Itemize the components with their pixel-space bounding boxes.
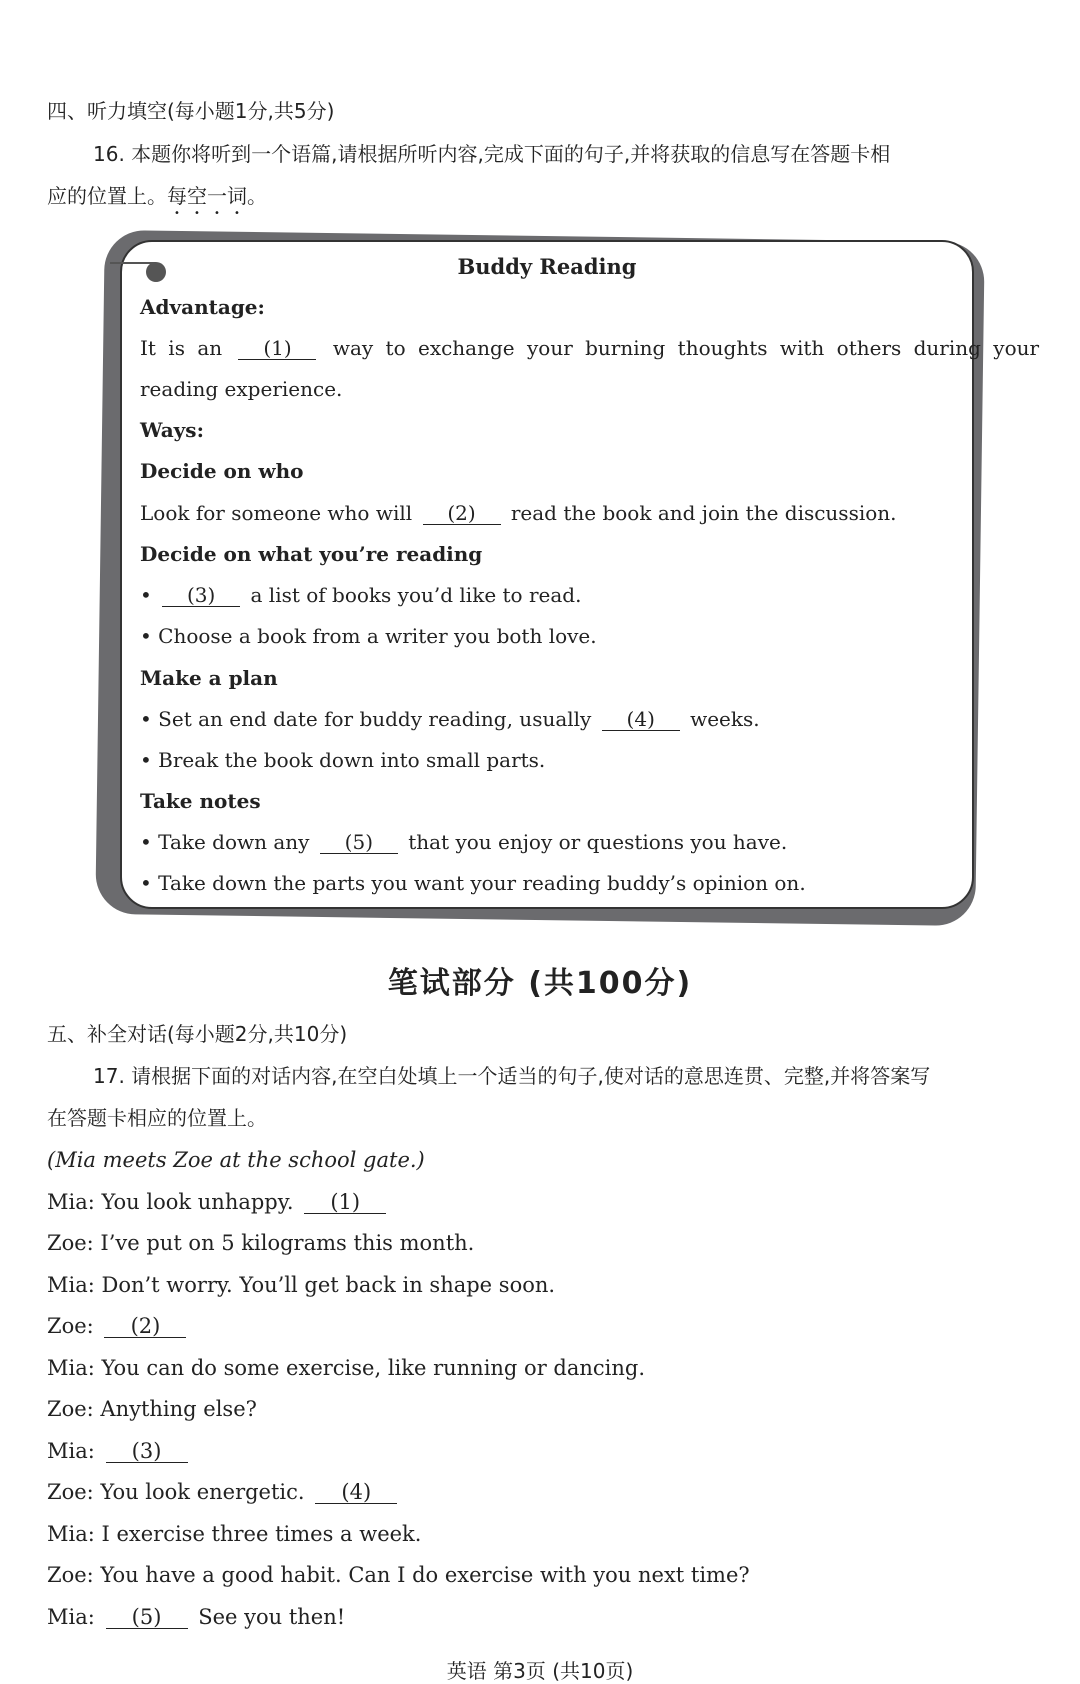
plan-line1 <box>140 706 760 732</box>
dialogue-line-6: Zoe: Anything else? <box>47 1397 257 1421</box>
card-title: Buddy Reading <box>457 254 637 279</box>
q16-emphasis: 每空一词 <box>167 184 247 208</box>
decide-who-heading: Decide on who <box>140 459 304 483</box>
part4-heading: 四、听力填空(每小题1分,共5分) <box>47 99 335 123</box>
q17-instruction-line2: 在答题卡相应的位置上。 <box>47 1106 267 1130</box>
dialogue-blank-3[interactable]: (3) <box>106 1440 188 1463</box>
pin-icon <box>146 262 166 282</box>
decide-what-heading: Decide on what you’re reading <box>140 542 483 566</box>
dialogue-line-4 <box>47 1313 190 1339</box>
dialogue-blank-2[interactable]: (2) <box>104 1315 186 1338</box>
notes-line1 <box>140 829 787 855</box>
dialogue-line-3: Mia: Don’t worry. You’ll get back in shape soon. <box>47 1273 556 1297</box>
page-footer: 英语 第3页 (共10页) <box>446 1659 634 1683</box>
d7-text: Mia: <box>47 1439 95 1463</box>
notes-post: that you enjoy or questions you have. <box>408 830 788 854</box>
dialogue-line-1 <box>47 1189 390 1215</box>
advantage-line2: reading experience. <box>140 377 343 401</box>
who-line <box>140 500 897 526</box>
q16-line2-text: 应的位置上。 <box>47 184 167 208</box>
dialogue-blank-4[interactable]: (4) <box>315 1481 397 1504</box>
part5-heading: 五、补全对话(每小题2分,共10分) <box>47 1022 348 1046</box>
q16-line2-end: 。 <box>247 184 267 208</box>
d11-text: Mia: <box>47 1605 95 1629</box>
blank-3[interactable]: (3) <box>162 584 240 607</box>
buddy-reading-card <box>120 240 1040 909</box>
dialogue-line-9: Mia: I exercise three times a week. <box>47 1522 422 1546</box>
what-line2: • Choose a book from a writer you both love. <box>140 624 597 648</box>
plan-heading: Make a plan <box>140 666 278 690</box>
plan-line2: • Break the book down into small parts. <box>140 748 546 772</box>
d4-text: Zoe: <box>47 1314 94 1338</box>
dialogue-line-5: Mia: You can do some exercise, like running or dancing. <box>47 1356 646 1380</box>
bullet: • <box>140 583 152 607</box>
dialogue-line-10: Zoe: You have a good habit. Can I do exercise with you next time? <box>47 1563 750 1587</box>
plan-post: weeks. <box>690 707 760 731</box>
q17-instruction-line1: 17. 请根据下面的对话内容,在空白处填上一个适当的句子,使对话的意思连贯、完整,并将答案写 <box>93 1064 931 1088</box>
dialogue-line-8 <box>47 1479 401 1505</box>
d11-post: See you then! <box>198 1605 346 1629</box>
dialogue-scene: (Mia meets Zoe at the school gate.) <box>47 1148 425 1172</box>
dialogue-line-2: Zoe: I’ve put on 5 kilograms this month. <box>47 1231 475 1255</box>
blank-1[interactable]: (1) <box>238 337 316 360</box>
advantage-label: Advantage: <box>140 295 265 319</box>
what-post: a list of books you’d like to read. <box>250 583 582 607</box>
dialogue-line-11 <box>47 1604 345 1630</box>
written-section-title: 笔试部分 (共100分) <box>387 966 693 1001</box>
notes-heading: Take notes <box>140 789 261 813</box>
d1-text: Mia: You look unhappy. <box>47 1190 294 1214</box>
dialogue-blank-1[interactable]: (1) <box>304 1191 386 1214</box>
adv-post: way to exchange your burning thoughts with others during your <box>332 336 1040 360</box>
what-line1 <box>140 582 581 608</box>
blank-4[interactable]: (4) <box>602 708 680 731</box>
adv-pre: It is an <box>140 336 223 360</box>
dialogue-line-7 <box>47 1438 192 1464</box>
dialogue-blank-5[interactable]: (5) <box>106 1606 188 1629</box>
who-pre: Look for someone who will <box>140 501 413 525</box>
d8-text: Zoe: You look energetic. <box>47 1480 305 1504</box>
ways-label: Ways: <box>140 418 204 442</box>
q16-instruction-line1: 16. 本题你将听到一个语篇,请根据所听内容,完成下面的句子,并将获取的信息写在答题卡相 <box>93 142 891 166</box>
notes-line2: • Take down the parts you want your reading buddy’s opinion on. <box>140 871 806 895</box>
blank-5[interactable]: (5) <box>320 831 398 854</box>
q16-instruction-line2 <box>47 183 267 219</box>
blank-2[interactable]: (2) <box>423 502 501 525</box>
plan-pre: • Set an end date for buddy reading, usually <box>140 707 592 731</box>
notes-pre: • Take down any <box>140 830 310 854</box>
who-post: read the book and join the discussion. <box>510 501 897 525</box>
advantage-line <box>140 335 1039 361</box>
